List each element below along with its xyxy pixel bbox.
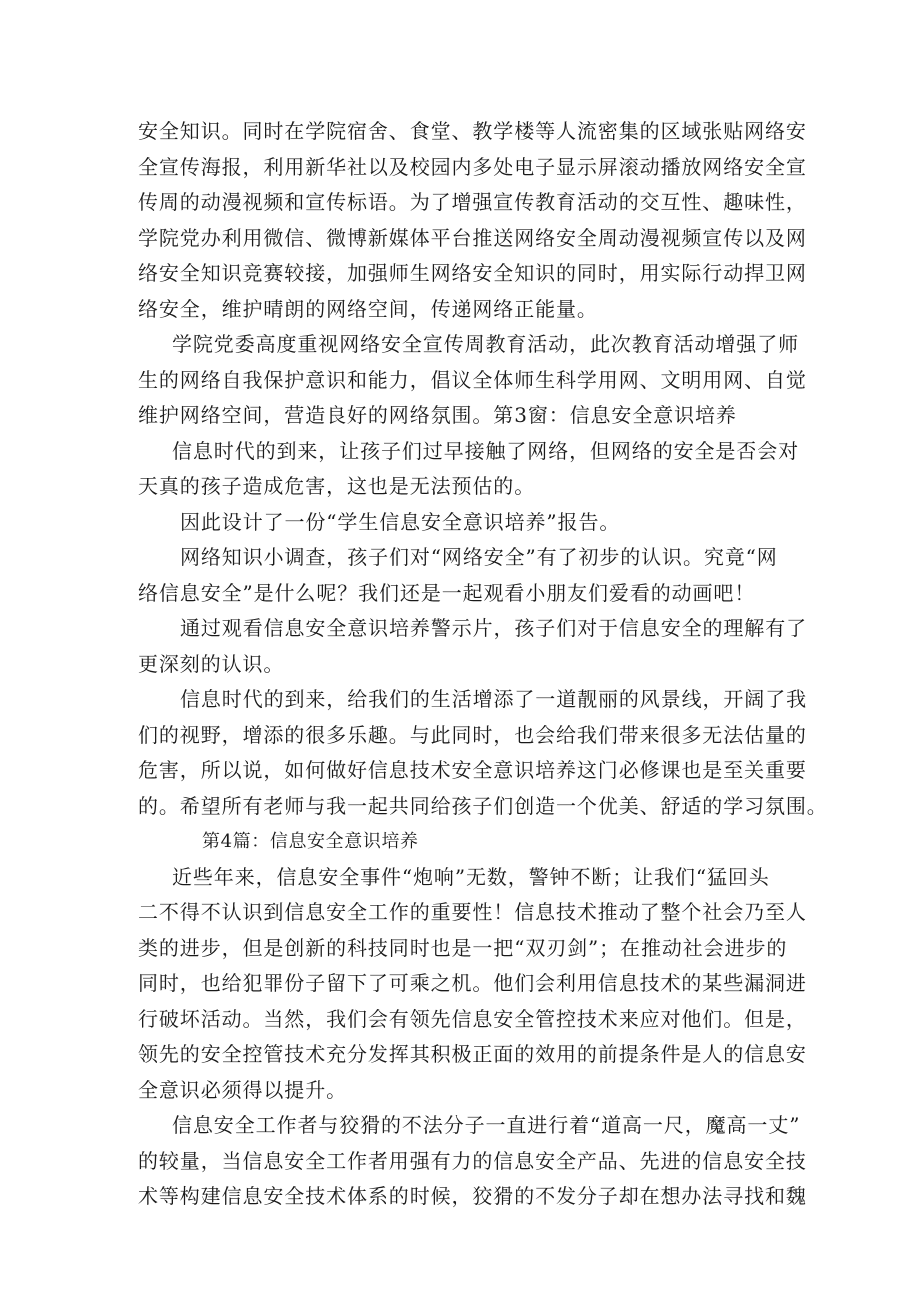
text-line: 同时，也给犯罪份子留下了可乘之机。他们会利用信息技术的某些漏洞进: [138, 971, 807, 995]
text-line: 近些年来，信息安全事件“炮响”无数，警钟不断；让我们“猛回头: [172, 864, 770, 889]
text-line: 天真的孩子造成危害，这也是无法预估的。: [138, 474, 536, 498]
text-line: 安全知识。同时在学院宿舍、食堂、教学楼等人流密集的区域张贴网络安: [138, 119, 807, 143]
text-line: 类的进步，但是创新的科技同时也是一把“双刃剑”；在推动社会进步的: [138, 935, 788, 960]
document-body: [138, 114, 828, 1215]
text-line: 危害，所以说，如何做好信息技术安全意识培养这门必修课也是至关重要: [138, 758, 807, 782]
text-line: 信息安全工作者与狡猾的不法分子一直进行着“道高一尺，魔高一丈”: [172, 1113, 801, 1137]
text-line: 传周的动漫视频和宣传标语。为了增强宣传教育活动的交互性、趣味性，: [138, 190, 807, 214]
text-line: 络安全，维护晴朗的网络空间，传递网络正能量。: [138, 296, 598, 321]
text-line: 生的网络自我保护意识和能力，倡议全体师生科学用网、文明用网、自觉: [138, 367, 807, 392]
text-line: 术等构建信息安全技术体系的时候，狡猾的不发分子却在想办法寻找和魏: [138, 1184, 807, 1208]
text-line: 通过观看信息安全意识培养警示片，孩子们对于信息安全的理解有了: [180, 616, 807, 640]
text-line: 二不得不认识到信息安全工作的重要性！信息技术推动了整个社会乃至人: [138, 900, 807, 924]
text-line: 行破坏活动。当然，我们会有领先信息安全管控技术来应对他们。但是，: [138, 1006, 807, 1031]
text-line: 学院党委高度重视网络安全宣传周教育活动，此次教育活动增强了师: [172, 332, 799, 356]
text-line: 信息时代的到来，给我们的生活增添了一道靓丽的风景线，开阔了我: [180, 687, 807, 711]
text-line: 领先的安全控管技术充分发挥其积极正面的效用的前提条件是人的信息安: [138, 1042, 807, 1066]
text-line: 全意识必须得以提升。: [138, 1077, 347, 1102]
text-line: 网络知识小调查，孩子们对“网络安全”有了初步的认识。究竟“网: [180, 545, 778, 569]
text-line: 们的视野，增添的很多乐趣。与此同时，也会给我们带来很多无法估量的: [138, 722, 807, 747]
section-heading: 第4篇：信息安全意识培养: [202, 831, 419, 852]
text-line: 更深刻的认识。: [138, 651, 285, 676]
text-line: 全宣传海报，利用新华社以及校园内多处电子显示屏滚动播放网络安全宣: [138, 154, 807, 179]
text-line: 学院党办利用微信、微博新媒体平台推送网络安全周动漫视频宣传以及网: [138, 225, 807, 250]
text-line: 维护网络空间，营造良好的网络氛围。第3窗：信息安全意识培养: [138, 403, 737, 427]
text-line: 络安全知识竞赛较接，加强师生网络安全知识的同时，用实际行动捍卫网: [138, 261, 807, 285]
text-line: 的较量，当信息安全工作者用强有力的信息安全产品、先进的信息安全技: [138, 1148, 807, 1173]
text-line: 信息时代的到来，让孩子们过早接触了网络，但网络的安全是否会对: [172, 438, 799, 463]
text-line: 的。希望所有老师与我一起共同给孩子们创造一个优美、舒适的学习氛围。: [138, 793, 828, 818]
text-line: 络信息安全”是什么呢？我们还是一起观看小朋友们爱看的动画吧！: [138, 580, 756, 605]
text-line: 因此设计了一份“学生信息安全意识培养”报告。: [180, 509, 621, 534]
